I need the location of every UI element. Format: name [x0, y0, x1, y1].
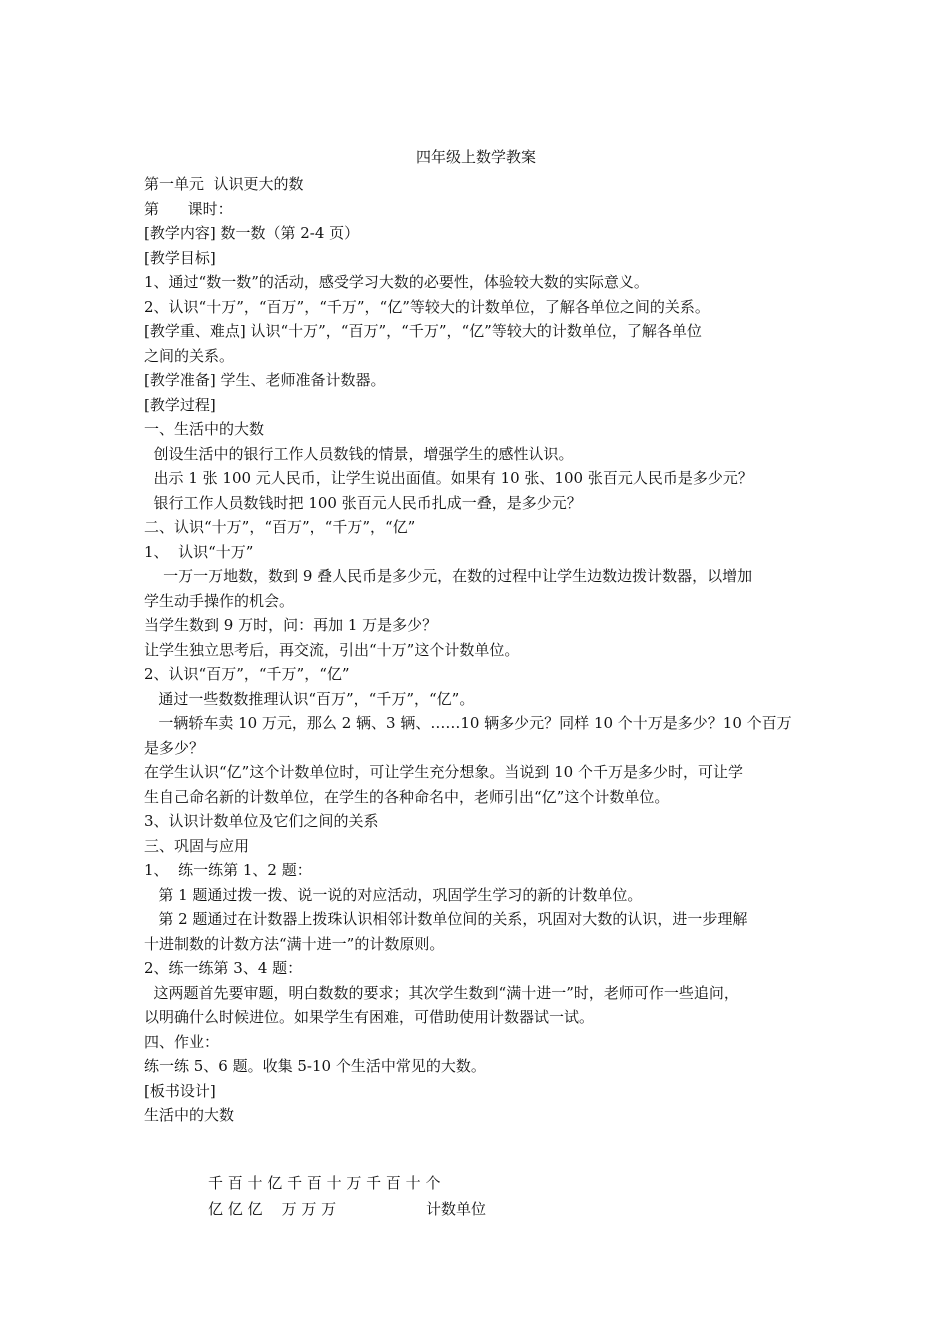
text-line: 1、 练一练第 1、2 题：: [144, 861, 312, 879]
text-line: [教学过程]: [144, 395, 216, 414]
text-line: 2、认识“十万”，“百万”，“千万”，“亿”等较大的计数单位，了解各单位之间的关系。: [144, 297, 710, 316]
text-line: 学生动手操作的机会。: [144, 591, 295, 610]
board-units-label: 计数单位: [426, 1200, 487, 1218]
text-line: 生活中的大数: [144, 1106, 235, 1124]
text-line: 第 课时：: [144, 199, 233, 218]
text-line: 这两题首先要审题，明白数数的要求；其次学生数到“满十进一”时，老师可作一些追问，: [144, 983, 739, 1002]
text-line: 2、练一练第 3、4 题：: [144, 959, 303, 977]
text-line: 一万一万地数，数到 9 叠人民币是多少元，在数的过程中让学生边数边拨计数器，以增加: [144, 567, 753, 585]
text-line: 练一练 5、6 题。收集 5-10 个生活中常见的大数。: [144, 1057, 486, 1075]
text-line: 第一单元 认识更大的数: [144, 175, 304, 193]
text-line: 三、巩固与应用: [144, 836, 250, 855]
text-line: 3、认识计数单位及它们之间的关系: [144, 812, 379, 830]
text-line: 以明确什么时候进位。如果学生有困难，可借助使用计数器试一试。: [144, 1008, 595, 1026]
document-body: [144, 172, 808, 1128]
text-line: 第 2 题通过在计数器上拨珠认识相邻计数单位间的关系，巩固对大数的认识，进一步理解: [144, 910, 748, 928]
text-line: 在学生认识“亿”这个计数单位时，可让学生充分想象。当说到 10 个千万是多少时，可让学: [144, 763, 743, 781]
text-line: [板书设计]: [144, 1081, 216, 1100]
text-line: 是多少？: [144, 738, 205, 757]
board-design: [208, 1170, 487, 1222]
text-line: [教学准备] 学生、老师准备计数器。: [144, 371, 386, 389]
document-title: 四年级上数学教案: [415, 148, 536, 166]
text-line: 让学生独立思考后，再交流，引出“十万”这个计数单位。: [144, 640, 520, 659]
text-line: 之间的关系。: [144, 346, 235, 365]
text-line: 四、作业：: [144, 1032, 220, 1051]
text-line: 1、 认识“十万”: [144, 542, 254, 561]
text-line: 银行工作人员数钱时把 100 张百元人民币扎成一叠，是多少元？: [144, 493, 582, 512]
text-line: 2、认识“百万”，“千万”，“亿”: [144, 665, 350, 683]
text-line: 十进制数的计数方法“满十进一”的计数原则。: [144, 934, 445, 953]
text-line: 生自己命名新的计数单位，在学生的各种命名中，老师引出“亿”这个计数单位。: [144, 787, 670, 806]
text-line: [教学重、难点] 认识“十万”，“百万”，“千万”，“亿”等较大的计数单位，了解各单位: [144, 322, 702, 340]
board-row-units-bottom: 亿 亿 亿 万 万 万: [208, 1200, 337, 1218]
text-line: 二、认识“十万”，“百万”，“千万”，“亿”: [144, 518, 416, 536]
text-line: [教学目标]: [144, 248, 216, 267]
text-line: 第 1 题通过拨一拨、说一说的对应活动，巩固学生学习的新的计数单位。: [144, 885, 643, 904]
text-line: 一辆轿车卖 10 万元，那么 2 辆、3 辆、……10 辆多少元？同样 10 个十万是多少？10 个百万: [144, 714, 792, 732]
text-line: 1、通过“数一数”的活动，感受学习大数的必要性，体验较大数的实际意义。: [144, 273, 649, 291]
text-line: [教学内容] 数一数（第 2-4 页）: [144, 224, 360, 242]
document-page: [144, 146, 808, 1128]
text-line: 通过一些数数推理认识“百万”，“千万”，“亿”。: [144, 689, 475, 708]
text-line: 创设生活中的银行工作人员数钱的情景，增强学生的感性认识。: [144, 444, 574, 463]
board-row-units-top: 千 百 十 亿 千 百 十 万 千 百 十 个: [208, 1174, 441, 1192]
text-line: 出示 1 张 100 元人民币，让学生说出面值。如果有 10 张、100 张百元人民币是多少元？: [144, 469, 753, 487]
text-line: 一、生活中的大数: [144, 420, 265, 438]
text-line: 当学生数到 9 万时，问：再加 1 万是多少？: [144, 616, 438, 634]
